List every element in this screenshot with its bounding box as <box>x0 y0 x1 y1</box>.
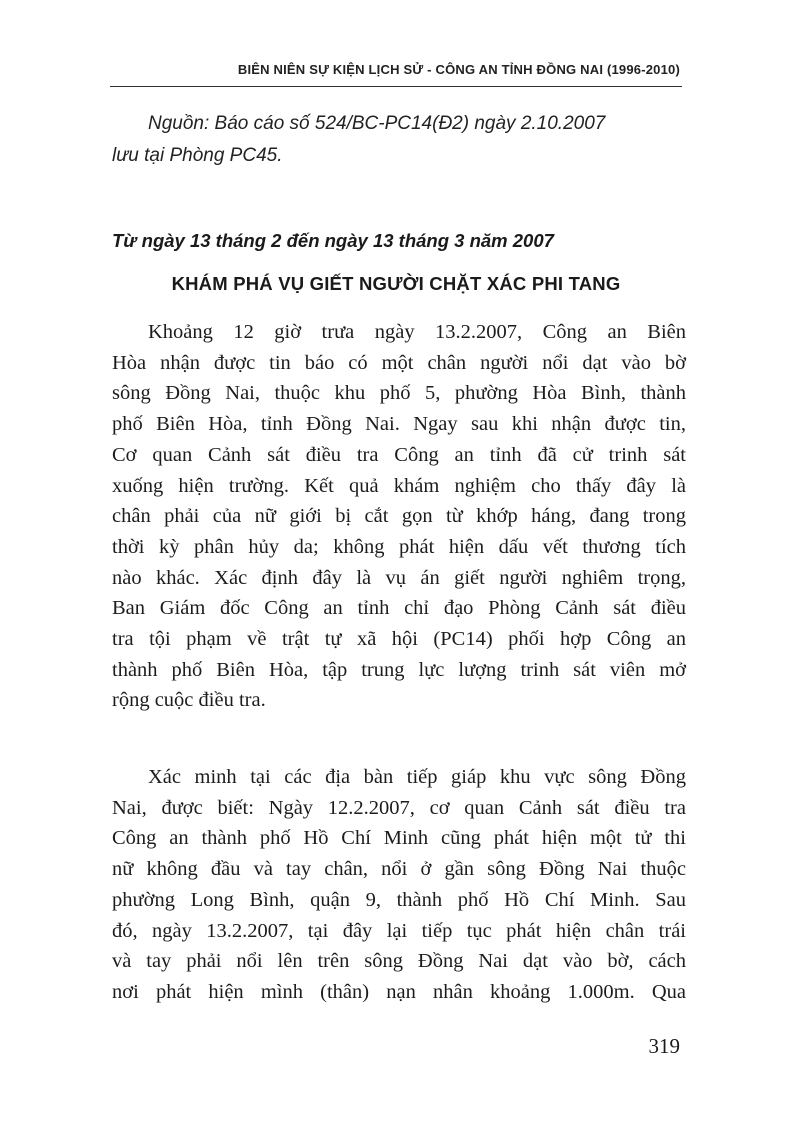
paragraph-line: và tay phải nổi lên trên sông Đồng Nai dạt vào bờ, cách <box>112 950 686 973</box>
body-paragraph-1 <box>112 317 686 716</box>
paragraph-line: nữ không đầu và tay chân, nổi ở gần sông Đồng Nai thuộc <box>112 858 686 881</box>
paragraph-line: Cơ quan Cảnh sát điều tra Công an tỉnh đã cử trinh sát <box>112 443 686 466</box>
paragraph-line: tra tội phạm về trật tự xã hội (PC14) phối hợp Công an <box>112 628 686 651</box>
entry-title: KHÁM PHÁ VỤ GIẾT NGƯỜI CHẶT XÁC PHI TANG <box>171 273 621 294</box>
paragraph-line: thời kỳ phân hủy da; không phát hiện dấu vết thương tích <box>112 535 686 558</box>
paragraph-line: xuống hiện trường. Kết quả khám nghiệm cho thấy đây là <box>112 474 686 497</box>
page-number: 319 <box>648 1034 680 1058</box>
body-paragraph-2 <box>112 762 686 1008</box>
paragraph-line: Hòa nhận được tin báo có một chân người nổi dạt vào bờ <box>112 351 686 374</box>
paragraph-line: phố Biên Hòa, tỉnh Đồng Nai. Ngay sau khi nhận được tin, <box>112 413 686 436</box>
paragraph-line: Công an thành phố Hồ Chí Minh cũng phát hiện một tử thi <box>112 827 686 850</box>
paragraph-line: Ban Giám đốc Công an tỉnh chỉ đạo Phòng Cảnh sát điều <box>112 597 686 620</box>
source-note-line-1: Nguồn: Báo cáo số 524/BC-PC14(Đ2) ngày 2.10.2007 <box>148 113 606 134</box>
source-note-line-2: lưu tại Phòng PC45. <box>112 145 283 166</box>
running-header: BIÊN NIÊN SỰ KIỆN LỊCH SỬ - CÔNG AN TỈNH ĐỒNG NAI (1996-2010) <box>237 62 680 77</box>
paragraph-line: Xác minh tại các địa bàn tiếp giáp khu vực sông Đồng <box>148 766 686 788</box>
paragraph-line: thành phố Biên Hòa, tập trung lực lượng trinh sát viên mở <box>112 658 686 681</box>
paragraph-line: sông Đồng Nai, thuộc khu phố 5, phường Hòa Bình, thành <box>112 382 686 405</box>
paragraph-line: đó, ngày 13.2.2007, tại đây lại tiếp tục phát hiện chân trái <box>112 919 686 942</box>
paragraph-line: Nai, được biết: Ngày 12.2.2007, cơ quan Cảnh sát điều tra <box>112 796 686 819</box>
paragraph-line: rộng cuộc điều tra. <box>112 689 266 712</box>
paragraph-line: phường Long Bình, quận 9, thành phố Hồ Chí Minh. Sau <box>112 888 686 911</box>
paragraph-line: nào khác. Xác định đây là vụ án giết người nghiêm trọng, <box>112 566 686 589</box>
header-rule <box>110 86 682 87</box>
paragraph-line: nơi phát hiện mình (thân) nạn nhân khoảng 1.000m. Qua <box>112 980 686 1003</box>
source-note <box>112 108 680 172</box>
paragraph-line: Khoảng 12 giờ trưa ngày 13.2.2007, Công an Biên <box>148 321 686 343</box>
entry-date-range: Từ ngày 13 tháng 2 đến ngày 13 tháng 3 năm 2007 <box>112 230 554 251</box>
paragraph-line: chân phải của nữ giới bị cắt gọn từ khớp háng, đang trong <box>112 505 686 528</box>
